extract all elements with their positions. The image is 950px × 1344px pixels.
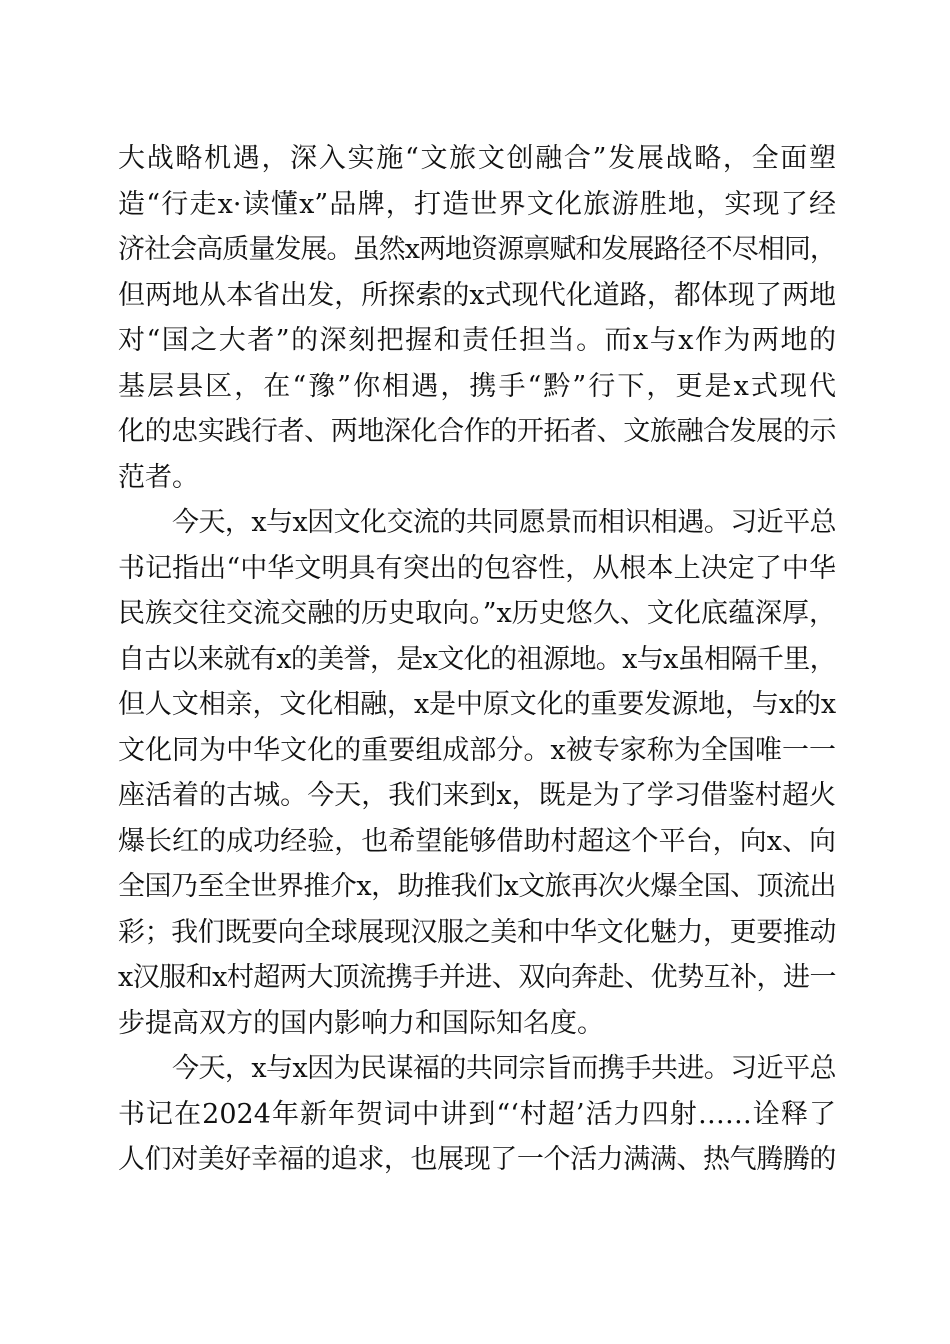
text-line: 彩；我们既要向全球展现汉服之美和中华文化魅力，更要推动 bbox=[118, 916, 836, 948]
document-body bbox=[118, 136, 836, 1183]
text-line: 书记指出“中华文明具有突出的包容性，从根本上决定了中华 bbox=[118, 552, 836, 584]
text-line: 全国乃至全世界推介x，助推我们x文旅再次火爆全国、顶流出 bbox=[118, 871, 836, 902]
text-line: 书记在2024年新年贺词中讲到“‘村超’活力四射……诠释了 bbox=[118, 1098, 836, 1130]
text-line: 文化同为中华文化的重要组成部分。x被专家称为全国唯一一 bbox=[118, 734, 836, 766]
text-line: 人们对美好幸福的追求，也展现了一个活力满满、热气腾腾的 bbox=[118, 1144, 836, 1175]
paragraph-3 bbox=[118, 1046, 836, 1183]
text-line: x汉服和x村超两大顶流携手并进、双向奔赴、优势互补，进一 bbox=[118, 962, 837, 993]
text-line: 今天，x与x因为民谋福的共同宗旨而携手共进。习近平总 bbox=[172, 1053, 837, 1084]
paragraph-1 bbox=[118, 136, 836, 500]
text-line: 造“行走x·读懂x”品牌，打造世界文化旅游胜地，实现了经 bbox=[118, 188, 836, 220]
text-line: 化的忠实践行者、两地深化合作的开拓者、文旅融合发展的示 bbox=[118, 416, 836, 447]
text-line: 但两地从本省出发，所探索的x式现代化道路，都体现了两地 bbox=[118, 279, 836, 311]
text-line: 爆长红的成功经验，也希望能够借助村超这个平台，向x、向 bbox=[118, 825, 836, 857]
paragraph-2 bbox=[118, 500, 836, 1046]
text-line: 基层县区，在“豫”你相遇，携手“黔”行下，更是x式现代 bbox=[118, 370, 836, 402]
text-line: 范者。 bbox=[118, 461, 199, 493]
text-line: 但人文相亲，文化相融，x是中原文化的重要发源地，与x的x bbox=[118, 689, 836, 720]
text-line: 济社会高质量发展。虽然x两地资源禀赋和发展路径不尽相同， bbox=[118, 234, 836, 265]
text-line: 对“国之大者”的深刻把握和责任担当。而x与x作为两地的 bbox=[118, 325, 836, 356]
text-line: 自古以来就有x的美誉，是x文化的祖源地。x与x虽相隔千里， bbox=[118, 643, 836, 675]
text-line: 民族交往交流交融的历史取向。”x历史悠久、文化底蕴深厚， bbox=[118, 598, 836, 629]
text-line: 今天，x与x因文化交流的共同愿景而相识相遇。习近平总 bbox=[172, 507, 837, 538]
text-line: 大战略机遇，深入实施“文旅文创融合”发展战略，全面塑 bbox=[118, 143, 836, 174]
text-line: 步提高双方的国内影响力和国际知名度。 bbox=[118, 1007, 604, 1039]
text-line: 座活着的古城。今天，我们来到x，既是为了学习借鉴村超火 bbox=[118, 780, 836, 811]
